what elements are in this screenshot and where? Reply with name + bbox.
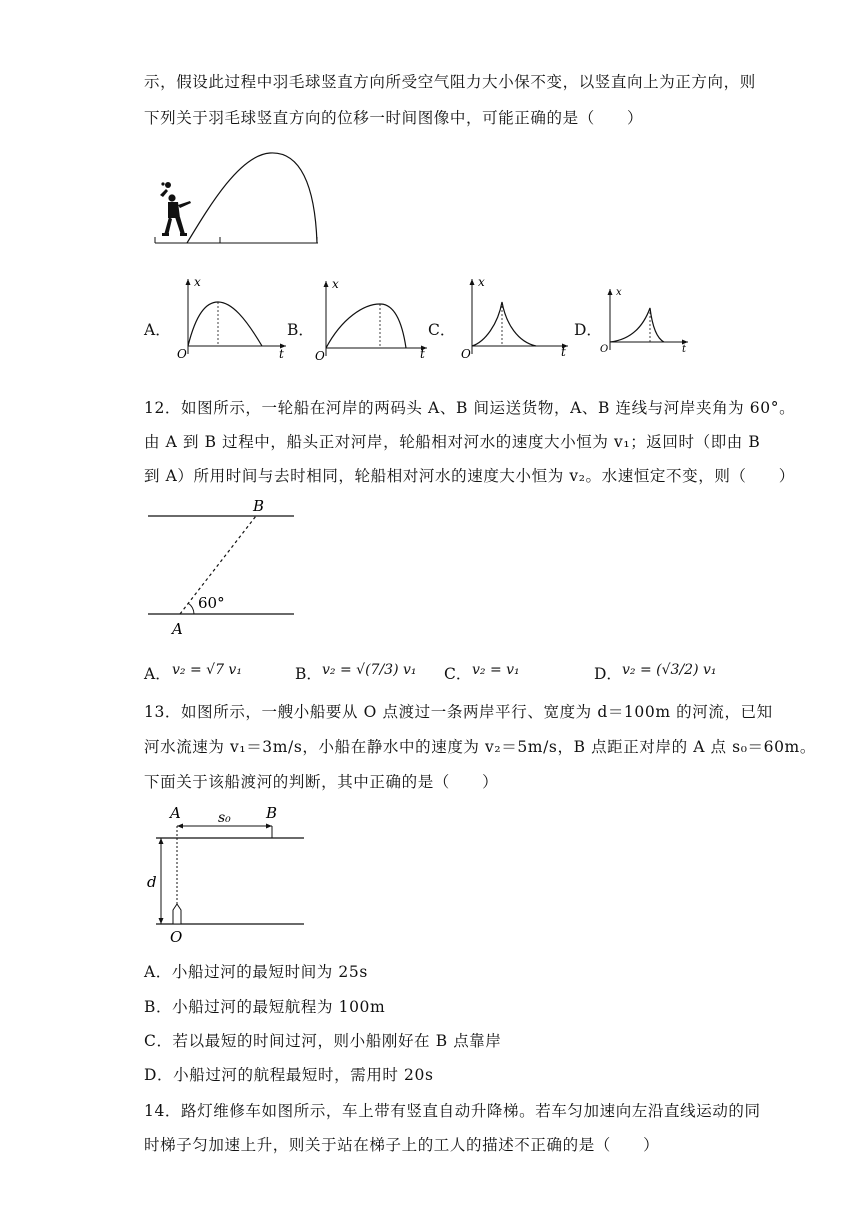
- q13-text-line3: 下面关于该船渡河的判断，其中正确的是（ ）: [144, 773, 499, 791]
- q11-graph-d: [598, 284, 693, 356]
- q13-point-o-label: O: [170, 928, 183, 946]
- q11-graph-b-origin-label: O: [315, 349, 325, 363]
- boat-icon: [173, 904, 181, 924]
- q14-text-line2: 时梯子匀加速上升，则关于站在梯子上的工人的描述不正确的是（ ）: [144, 1136, 660, 1154]
- q13-option-d: D．小船过河的航程最短时，需用时 20s: [144, 1066, 434, 1084]
- q12-option-a-label: A．: [144, 665, 171, 683]
- q13-river-figure: [144, 800, 314, 946]
- q12-option-d-expr: v₂ = (√3/2) v₁: [622, 662, 717, 678]
- q12-option-b-expr: v₂ = √(7/3) v₁: [322, 662, 417, 678]
- q13-s0-label: s₀: [218, 810, 231, 826]
- q12-option-c-label: C．: [444, 665, 472, 683]
- q12-text-line2: 由 A 到 B 过程中，船头正对河岸，轮船相对河水的速度大小恒为 v₁；返回时（即由 B: [144, 433, 761, 451]
- q11-option-d-label: D．: [574, 321, 602, 339]
- q14-text-line1: 14．路灯维修车如图所示，车上带有竖直自动升降梯。若车匀加速向左沿直线运动的同: [144, 1102, 761, 1120]
- q11-graph-c-x-label: x: [478, 275, 485, 289]
- q11-graph-b: [314, 276, 432, 362]
- q13-point-b-label: B: [266, 804, 278, 822]
- q11-graph-a-t-label: t: [279, 347, 284, 361]
- q11-graph-c: [460, 274, 575, 360]
- q13-text-line1: 13．如图所示，一艘小船要从 O 点渡过一条两岸平行、宽度为 d＝100m 的河流，已知: [144, 703, 773, 721]
- badminton-trajectory-figure: [150, 145, 330, 250]
- q12-point-a-label: A: [172, 620, 183, 638]
- q13-option-a: A．小船过河的最短时间为 25s: [144, 963, 368, 981]
- q13-option-c: C．若以最短的时间过河，则小船刚好在 B 点靠岸: [144, 1032, 502, 1050]
- player-silhouette-icon: [160, 182, 191, 236]
- q12-river-figure: [144, 496, 304, 636]
- q12-text-line3: 到 A）所用时间与去时相同，轮船相对河水的速度大小恒为 v₂。水速恒定不变，则（ ）: [144, 467, 795, 485]
- q11-text-line1: 示，假设此过程中羽毛球竖直方向所受空气阻力大小保不变，以竖直向上为正方向，则: [144, 73, 756, 91]
- q13-text-line2: 河水流速为 v₁＝3m/s，小船在静水中的速度为 v₂＝5m/s，B 点距正对岸的 A 点 s₀＝60m。: [144, 738, 816, 756]
- q11-graph-d-origin-label: O: [600, 344, 609, 355]
- q11-option-a-label: A．: [144, 321, 171, 339]
- q11-graph-a: [176, 274, 291, 360]
- q11-text-line2: 下列关于羽毛球竖直方向的位移一时间图像中，可能正确的是（ ）: [144, 109, 644, 127]
- trajectory-curve: [187, 153, 317, 243]
- q13-width-d-label: d: [147, 873, 157, 891]
- q11-option-b-label: B．: [287, 321, 314, 339]
- q11-graph-c-t-label: t: [561, 345, 566, 359]
- q12-option-a-expr: v₂ = √7 v₁: [172, 662, 242, 678]
- q13-point-a-label: A: [170, 804, 181, 822]
- q13-option-b: B．小船过河的最短航程为 100m: [144, 998, 386, 1016]
- q11-graph-c-origin-label: O: [461, 347, 471, 361]
- q12-point-b-label: B: [253, 497, 265, 515]
- q11-graph-b-t-label: t: [420, 347, 425, 361]
- q12-angle-label: 60°: [198, 594, 225, 612]
- q12-text-line1: 12．如图所示，一轮船在河岸的两码头 A、B 间运送货物，A、B 连线与河岸夹角为 60°。: [144, 399, 796, 417]
- q11-graph-a-origin-label: O: [177, 347, 187, 361]
- q12-option-b-label: B．: [295, 665, 322, 683]
- q11-graph-a-x-label: x: [194, 275, 201, 289]
- q11-graph-b-x-label: x: [332, 277, 339, 291]
- q12-option-c-expr: v₂ = v₁: [472, 662, 520, 678]
- q12-option-d-label: D．: [594, 665, 622, 683]
- q11-option-c-label: C．: [428, 321, 456, 339]
- q11-graph-d-t-label: t: [682, 344, 687, 355]
- q11-graph-d-x-label: x: [616, 287, 622, 298]
